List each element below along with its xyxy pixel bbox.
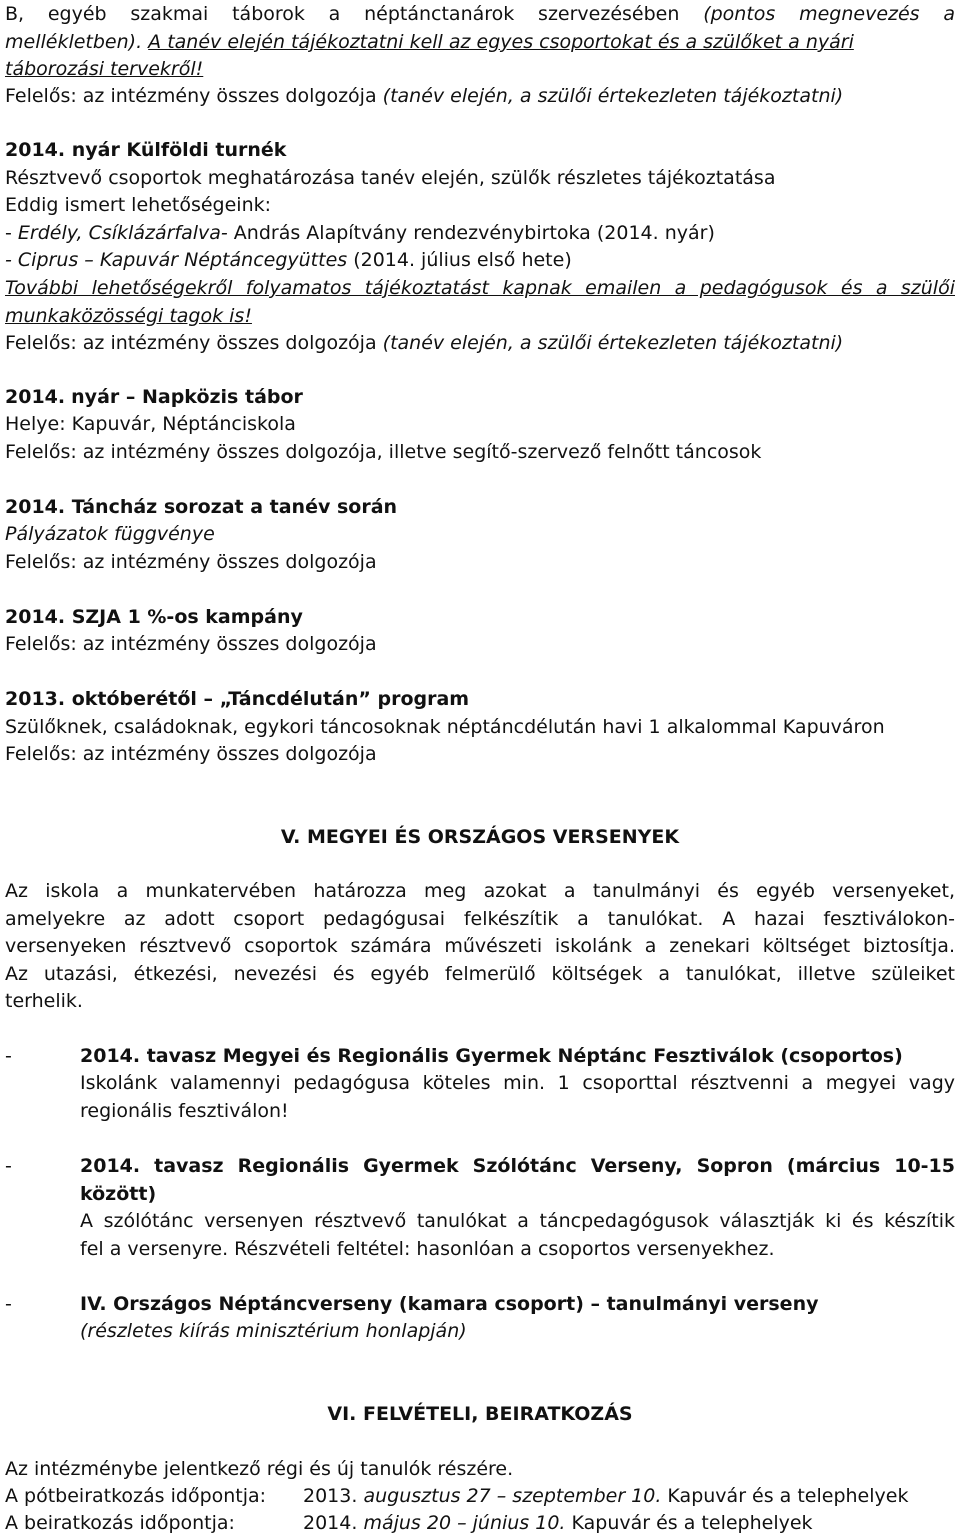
responsible-line: Felelős: az intézmény összes dolgozója: [5, 743, 377, 765]
text-line: Helye: Kapuvár, Néptánciskola: [5, 413, 296, 435]
enrolment-date: 2013. augusztus 27 – szeptember 10. Kapuvár és a telephelyek: [303, 1485, 909, 1507]
responsible-line: Felelős: az intézmény összes dolgozója (tanév elején, a szülői értekezleten tájékoztatni): [5, 85, 844, 107]
text-line: Eddig ismert lehetőségeink:: [5, 194, 272, 216]
responsible-line: Felelős: az intézmény összes dolgozója: [5, 551, 377, 573]
list-item-text: (részletes kiírás minisztérium honlapján): [80, 1320, 467, 1342]
list-item-text: regionális fesztiválon!: [80, 1100, 289, 1122]
paragraph-line: versenyeken résztvevő csoportok számára művészeti iskolánk a zenekari költséget biztosítja.: [5, 935, 955, 957]
list-dash: -: [5, 1045, 12, 1067]
text-line: Résztvevő csoportok meghatározása tanév elején, szülők részletes tájékoztatása: [5, 167, 776, 189]
paragraph-line: terhelik.: [5, 990, 83, 1012]
text-line: Pályázatok függvénye: [5, 523, 215, 545]
list-dash: -: [5, 1293, 12, 1315]
section-title: 2014. nyár – Napközis tábor: [5, 386, 303, 408]
text-line: - Ciprus – Kapuvár Néptáncegyüttes (2014. július első hete): [5, 249, 572, 271]
text-line: Az intézménybe jelentkező régi és új tanulók részére.: [5, 1458, 514, 1480]
section-heading: V. MEGYEI ÉS ORSZÁGOS VERSENYEK: [280, 826, 680, 848]
section-title: 2013. októberétől – „Táncdélután” program: [5, 688, 470, 710]
text-line: További lehetőségekről folyamatos tájékoztatást kapnak emailen a pedagógusok és a szülői: [5, 277, 955, 299]
text-line: B, egyéb szakmai táborok a néptánctanárok szervezésében (pontos megnevezés a: [5, 3, 955, 25]
list-item-title: között): [80, 1183, 157, 1205]
text-line: munkaközösségi tagok is!: [5, 305, 252, 327]
enrolment-label: A beiratkozás időpontja:: [5, 1512, 235, 1534]
text-line: mellékletben). A tanév elején tájékoztatni kell az egyes csoportokat és a szülőket a nyári: [5, 31, 854, 53]
section-title: 2014. Táncház sorozat a tanév során: [5, 496, 398, 518]
text-line: - Erdély, Csíklázárfalva- András Alapítvány rendezvénybirtoka (2014. nyár): [5, 222, 715, 244]
section-title: 2014. SZJA 1 %-os kampány: [5, 606, 303, 628]
section-heading: VI. FELVÉTELI, BEIRATKOZÁS: [327, 1403, 633, 1425]
text-line: táborozási tervekről!: [5, 58, 204, 80]
responsible-line: Felelős: az intézmény összes dolgozója, illetve segítő-szervező felnőtt táncosok: [5, 441, 762, 463]
list-item-title: 2014. tavasz Megyei és Regionális Gyermek Néptánc Fesztiválok (csoportos): [80, 1045, 903, 1067]
enrolment-date: 2014. május 20 – június 10. Kapuvár és a telephelyek: [303, 1512, 813, 1534]
list-item-text: Iskolánk valamennyi pedagógusa köteles min. 1 csoporttal résztvenni a megyei vagy: [80, 1072, 955, 1094]
list-item-title: 2014. tavasz Regionális Gyermek Szólótánc Verseny, Sopron (március 10-15: [80, 1155, 955, 1177]
list-item-text: fel a versenyre. Részvételi feltétel: hasonlóan a csoportos versenyekhez.: [80, 1238, 775, 1260]
enrolment-label: A pótbeiratkozás időpontja:: [5, 1485, 267, 1507]
paragraph-line: Az iskola a munkatervében határozza meg azokat a tanulmányi és egyéb versenyeket,: [5, 880, 955, 902]
list-item-text: A szólótánc versenyen résztvevő tanulókat a táncpedagógusok választják ki és készítik: [80, 1210, 955, 1232]
list-dash: -: [5, 1155, 12, 1177]
section-title: 2014. nyár Külföldi turnék: [5, 139, 287, 161]
paragraph-line: Az utazási, étkezési, nevezési és egyéb felmerülő költségek a tanulókat, illetve szüleiket: [5, 963, 955, 985]
responsible-line: Felelős: az intézmény összes dolgozója: [5, 633, 377, 655]
list-item-title: IV. Országos Néptáncverseny (kamara csoport) – tanulmányi verseny: [80, 1293, 819, 1315]
text-line: Szülőknek, családoknak, egykori táncosoknak néptáncdélután havi 1 alkalommal Kapuváron: [5, 716, 885, 738]
responsible-line: Felelős: az intézmény összes dolgozója (tanév elején, a szülői értekezleten tájékoztatni): [5, 332, 844, 354]
paragraph-line: amelyekre az adott csoport pedagógusai felkészítik a tanulókat. A hazai fesztiválokon-: [5, 908, 955, 930]
